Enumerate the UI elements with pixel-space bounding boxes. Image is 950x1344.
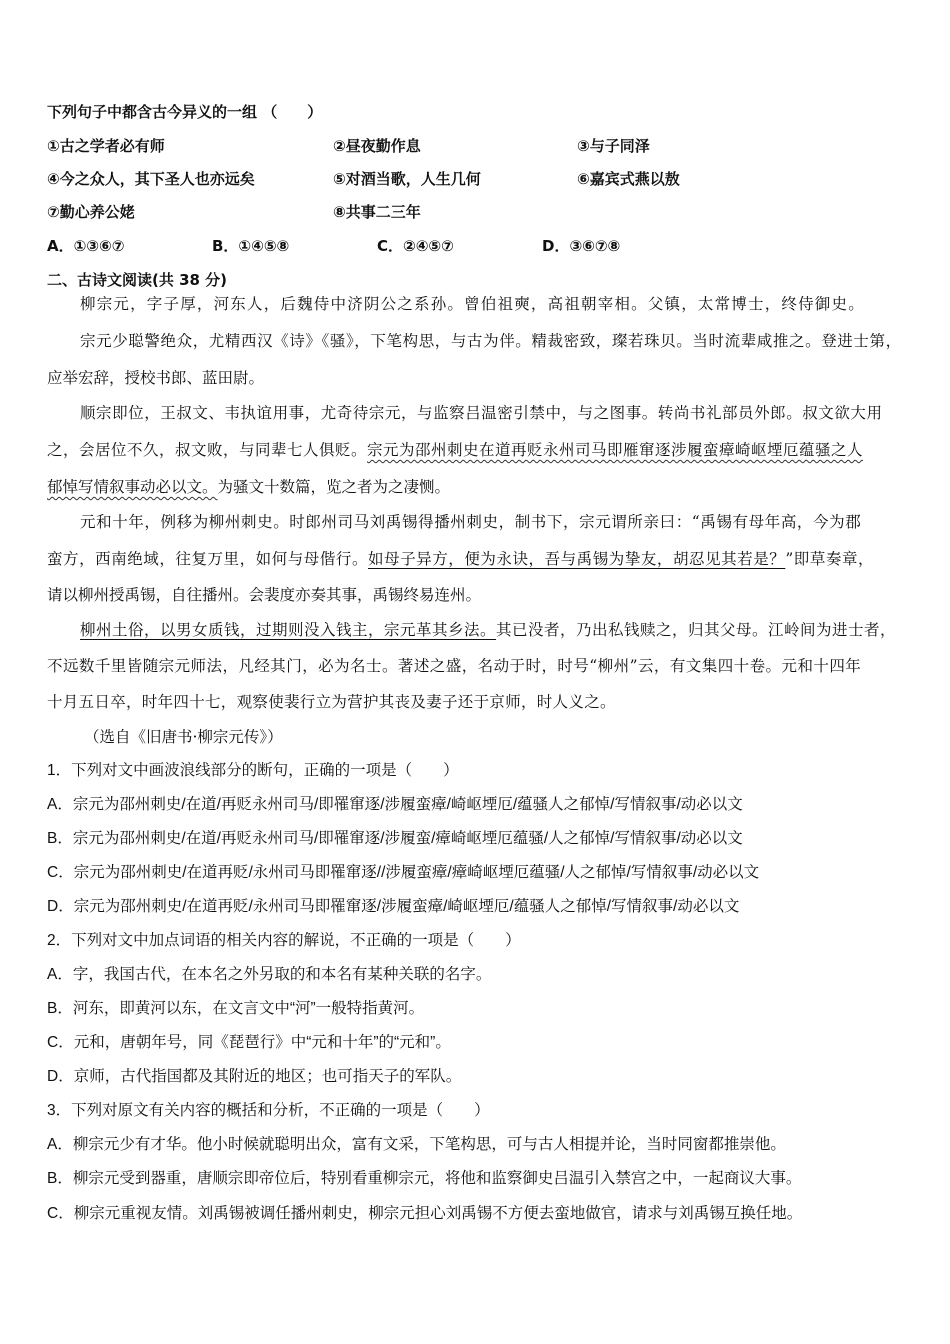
- item-5: ⑤对酒当歌，人生几何: [333, 170, 481, 188]
- option-d: D．③⑥⑦⑧: [542, 237, 621, 255]
- q1-option-b: B．宗元为邵州刺史/在道/再贬永州司马/即罹窜逐/涉履蛮/瘴崎岖堙厄蕴骚/人之郁悼/写情叙事/动必以文: [47, 830, 743, 847]
- q2-stem: 2．下列对文中加点词语的相关内容的解说，不正确的一项是（ ）: [47, 932, 521, 949]
- passage-source: （选自《旧唐书·柳宗元传》）: [84, 728, 283, 746]
- item-4: ④今之众人，其下圣人也亦远矣: [47, 170, 255, 188]
- passage-p4-rest: ”即草奏章，: [785, 550, 875, 568]
- passage-p5-rest: 其已没者，乃出私钱赎之，归其父母。江岭间为进士者，: [496, 621, 897, 639]
- item-7: ⑦勤心养公姥: [47, 203, 135, 221]
- q1-option-c: C．宗元为邵州刺史/在道再贬/永州司马即罹窜逐//涉履蛮瘴/瘴崎岖堙厄蕴骚/人之郁悼/写情叙事/动必以文: [47, 864, 760, 881]
- passage-p3-line1: 顺宗即位，王叔文、韦执谊用事，尤奇待宗元，与监察吕温密引禁中，与之图事。转尚书礼部员外郎。叔文欲大用: [80, 404, 883, 422]
- passage-p3-line2: [47, 440, 863, 460]
- item-3: ③与子同泽: [577, 137, 650, 155]
- item-2: ②昼夜勤作息: [333, 137, 421, 155]
- question-stem: 下列句子中都含古今异义的一组 （ ）: [47, 103, 323, 121]
- passage-p4-line3: 请以柳州授禹锡，自往播州。会裴度亦奏其事，禹锡终易连州。: [47, 586, 482, 604]
- passage-p5-line1: [80, 620, 896, 640]
- underlined-sentence-2: 柳州土俗，以男女质钱，过期则没入钱主，宗元革其乡法。: [80, 621, 497, 639]
- passage-p3-rest: 为骚文十数篇，览之者为之凄恻。: [217, 478, 451, 496]
- passage-p1: 柳宗元，字子厚，河东人，后魏侍中济阴公之系孙。曾伯祖奭，高祖朝宰相。父镇，太常博士，终侍御史。: [80, 295, 865, 313]
- q2-option-b: B．河东，即黄河以东，在文言文中“河”一般特指黄河。: [47, 1000, 425, 1017]
- passage-p4-line2: [47, 549, 874, 569]
- option-b: B．①④⑤⑧: [212, 237, 290, 255]
- passage-p5-line2: 不远数千里皆随宗元师法，凡经其门，必为名士。著述之盛，名动于时，时号“柳州”云，有文集四十卷。元和十四年: [47, 657, 862, 675]
- q1-stem: 1．下列对文中画波浪线部分的断句，正确的一项是（ ）: [47, 762, 459, 779]
- q3-option-c: C．柳宗元重视友情。刘禹锡被调任播州刺史，柳宗元担心刘禹锡不方便去蛮地做官，请求与刘禹锡互换任地。: [47, 1205, 803, 1222]
- section-title: 二、古诗文阅读(共 38 分): [47, 271, 228, 289]
- q3-option-a: A．柳宗元少有才华。他小时候就聪明出众，富有文采，下笔构思，可与古人相提并论，当时同窗都推崇他。: [47, 1136, 786, 1153]
- q1-option-a: A．宗元为邵州刺史/在道/再贬永州司马/即罹窜逐/涉履蛮瘴/崎岖堙厄/蕴骚人之郁悼/写情叙事/动必以文: [47, 796, 743, 813]
- passage-p2-line2: 应举宏辞，授校书郎、蓝田尉。: [47, 369, 265, 387]
- q2-option-d: D．京师，古代指国都及其附近的地区；也可指天子的军队。: [47, 1068, 462, 1085]
- passage-p4-line1: 元和十年，例移为柳州刺史。时郎州司马刘禹锡得播州刺史，制书下，宗元谓所亲曰：“禹锡有母年高，今为郡: [80, 513, 862, 531]
- item-6: ⑥嘉宾式燕以敖: [577, 170, 680, 188]
- option-a: A．①③⑥⑦: [47, 237, 125, 255]
- q3-option-b: B．柳宗元受到器重，唐顺宗即帝位后，特别看重柳宗元，将他和监察御史吕温引入禁宫之中，一起商议大事。: [47, 1170, 802, 1187]
- wavy-underlined-text-end: 郁悼写情叙事动必以文。: [47, 478, 218, 496]
- passage-p3-plain: 之，会居位不久，叔文败，与同辈七人俱贬。: [47, 441, 368, 459]
- wavy-underlined-text: 宗元为邵州刺史在道再贬永州司马即雁窜逐涉履蛮瘴崎岖堙厄蕴骚之人: [367, 441, 864, 459]
- passage-p5-line3: 十月五日卒，时年四十七，观察使裴行立为营护其丧及妻子还于京师，时人义之。: [47, 693, 616, 711]
- q1-option-d: D．宗元为邵州刺史/在道再贬/永州司马即罹窜逐/涉履蛮瘴/崎岖堙厄/蕴骚人之郁悼/写情叙事/动必以文: [47, 898, 740, 915]
- passage-p3-line3: [47, 477, 450, 497]
- option-c: C．②④⑤⑦: [377, 237, 454, 255]
- q2-option-c: C．元和，唐朝年号，同《琵琶行》中“元和十年”的“元和”。: [47, 1034, 451, 1051]
- passage-p2-line1: 宗元少聪警绝众，尤精西汉《诗》《骚》，下笔构思，与古为伴。精裁密致，璨若珠贝。当时流辈咸推之。登进士第，: [80, 332, 902, 350]
- item-1: ①古之学者必有师: [47, 137, 165, 155]
- passage-p4-plain: 蛮方，西南绝域，往复万里，如何与母偕行。: [47, 550, 369, 568]
- underlined-sentence: 如母子异方，便为永诀，吾与禹锡为挚友，胡忍见其若是？: [368, 550, 786, 568]
- item-8: ⑧共事二三年: [333, 203, 421, 221]
- q3-stem: 3．下列对原文有关内容的概括和分析，不正确的一项是（ ）: [47, 1102, 490, 1119]
- q2-option-a: A．字，我国古代，在本名之外另取的和本名有某种关联的名字。: [47, 966, 492, 983]
